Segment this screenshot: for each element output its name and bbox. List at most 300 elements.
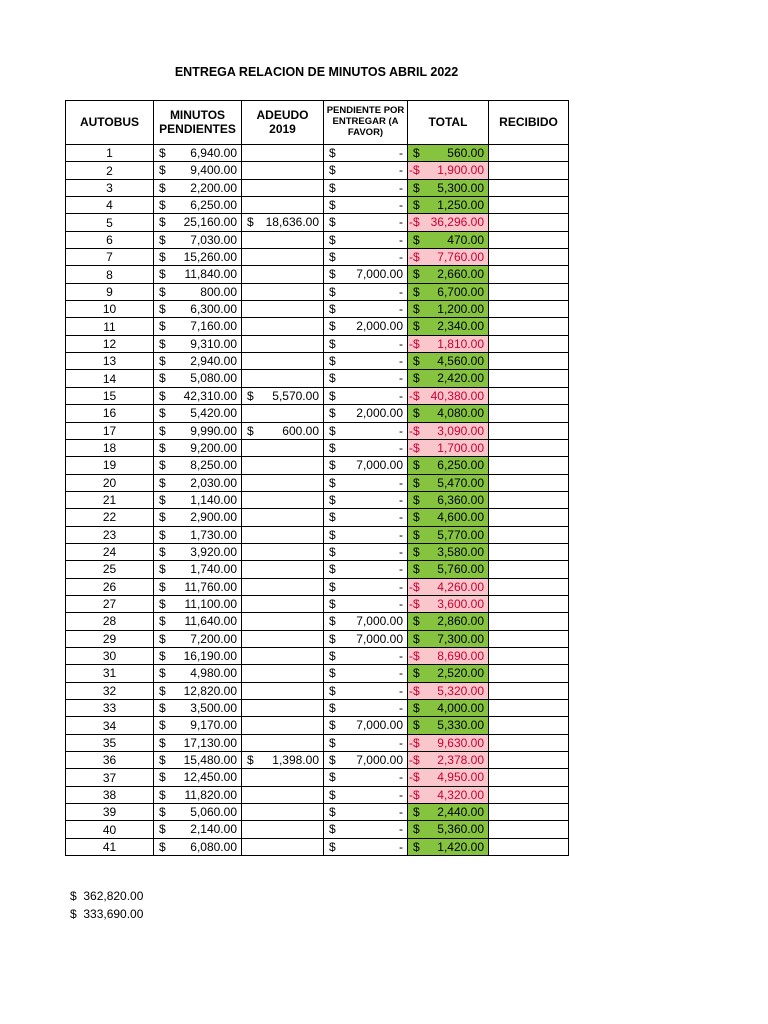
amount: - [399, 579, 403, 594]
cell-adeudo [242, 318, 324, 335]
table-row [66, 491, 569, 508]
cell-total [408, 197, 489, 214]
header-recibido: RECIBIDO [489, 101, 569, 145]
table-row [66, 543, 569, 560]
currency-sign: $ [159, 146, 166, 160]
amount: - [399, 284, 403, 299]
currency-sign: $ [329, 492, 336, 507]
amount: 7,000.00 [356, 458, 403, 473]
cell-adeudo [242, 786, 324, 803]
currency-sign: -$ [409, 336, 420, 351]
amount: 9,170.00 [190, 718, 237, 733]
currency-sign: $ [329, 232, 336, 247]
cell-recibido [489, 752, 569, 769]
currency-sign: $ [159, 440, 166, 455]
cell-pendiente [324, 318, 408, 335]
currency-sign: $ [329, 198, 336, 213]
amount: 600.00 [282, 423, 319, 438]
amount: 8,690.00 [437, 648, 484, 663]
amount: 2,900.00 [190, 510, 237, 525]
cell-total [408, 335, 489, 352]
currency-sign: $ [159, 822, 166, 837]
currency-sign: -$ [409, 440, 420, 455]
amount: 18,636.00 [265, 215, 319, 230]
table-row [66, 214, 569, 231]
cell-autobus: 8 [66, 266, 154, 283]
cell-recibido [489, 647, 569, 664]
currency-sign: $ [247, 215, 254, 230]
amount: - [399, 232, 403, 247]
header-row [66, 101, 569, 145]
currency-sign: $ [413, 631, 420, 646]
cell-autobus: 35 [66, 734, 154, 751]
amount: - [399, 146, 403, 160]
amount: - [399, 648, 403, 663]
currency-sign: $ [159, 492, 166, 507]
cell-total [408, 665, 489, 682]
currency-sign: -$ [409, 163, 420, 178]
table-row [66, 630, 569, 647]
cell-adeudo [242, 613, 324, 630]
amount: 6,700.00 [437, 284, 484, 299]
cell-adeudo [242, 543, 324, 560]
amount: 1,730.00 [190, 527, 237, 542]
currency-sign: $ [159, 336, 166, 351]
cell-recibido [489, 613, 569, 630]
total-value-2: 333,690.00 [83, 906, 144, 921]
currency-sign: $ [329, 631, 336, 646]
cell-total [408, 422, 489, 439]
currency-sign: $ [413, 822, 420, 837]
cell-recibido [489, 700, 569, 717]
amount: 7,000.00 [356, 631, 403, 646]
amount: - [399, 198, 403, 213]
currency-sign: $ [329, 475, 336, 490]
cell-minutos [154, 283, 242, 300]
table-row [66, 370, 569, 387]
cell-pendiente [324, 370, 408, 387]
currency-sign: $ [329, 371, 336, 386]
amount: 4,950.00 [437, 770, 484, 785]
table-row [66, 387, 569, 404]
cell-minutos [154, 179, 242, 196]
table-row [66, 665, 569, 682]
cell-recibido [489, 197, 569, 214]
cell-adeudo [242, 526, 324, 543]
currency-sign: $ [159, 718, 166, 733]
cell-autobus: 37 [66, 769, 154, 786]
cell-pendiente [324, 665, 408, 682]
cell-recibido [489, 457, 569, 474]
cell-pendiente [324, 231, 408, 248]
cell-adeudo [242, 491, 324, 508]
cell-minutos [154, 682, 242, 699]
amount: 9,400.00 [190, 163, 237, 178]
cell-pendiente [324, 353, 408, 370]
currency-sign: $ [329, 146, 336, 160]
table-row [66, 838, 569, 855]
currency-sign: $ [413, 284, 420, 299]
currency-sign: $ [159, 319, 166, 334]
amount: 5,320.00 [437, 683, 484, 698]
currency-sign: $ [247, 388, 254, 403]
cell-autobus: 21 [66, 491, 154, 508]
currency-sign: $ [329, 822, 336, 837]
amount: 3,500.00 [190, 701, 237, 715]
cell-total [408, 301, 489, 318]
cell-pendiente [324, 595, 408, 612]
cell-pendiente [324, 734, 408, 751]
cell-adeudo [242, 266, 324, 283]
amount: 1,250.00 [437, 198, 484, 213]
cell-recibido [489, 838, 569, 855]
cell-total [408, 405, 489, 422]
table-row [66, 231, 569, 248]
table-row [66, 266, 569, 283]
amount: 1,740.00 [190, 562, 237, 577]
cell-total [408, 578, 489, 595]
cell-minutos [154, 717, 242, 734]
cell-minutos [154, 700, 242, 717]
amount: - [399, 735, 403, 750]
table-row [66, 595, 569, 612]
cell-minutos [154, 578, 242, 595]
cell-recibido [489, 405, 569, 422]
amount: 7,300.00 [437, 631, 484, 646]
amount: 5,060.00 [190, 805, 237, 820]
amount: 6,250.00 [190, 198, 237, 213]
currency-sign: -$ [409, 579, 420, 594]
amount: - [399, 562, 403, 577]
cell-recibido [489, 145, 569, 162]
cell-total [408, 318, 489, 335]
currency-sign: $ [159, 458, 166, 473]
currency-sign: $ [329, 510, 336, 525]
cell-minutos [154, 543, 242, 560]
currency-sign: $ [329, 406, 336, 421]
cell-adeudo [242, 804, 324, 821]
cell-recibido [489, 179, 569, 196]
amount: 2,940.00 [190, 354, 237, 369]
cell-recibido [489, 578, 569, 595]
amount: 4,320.00 [437, 787, 484, 802]
currency-sign: $ [159, 666, 166, 681]
cell-total [408, 769, 489, 786]
currency-sign: $ [159, 232, 166, 247]
currency-sign: $ [329, 718, 336, 733]
cell-pendiente [324, 804, 408, 821]
amount: 17,130.00 [183, 735, 237, 750]
cell-total [408, 526, 489, 543]
currency-sign: $ [329, 180, 336, 195]
cell-autobus: 4 [66, 197, 154, 214]
cell-pendiente [324, 717, 408, 734]
cell-autobus: 26 [66, 578, 154, 595]
currency-sign: $ [159, 406, 166, 421]
amount: - [399, 371, 403, 386]
currency-sign: $ [329, 302, 336, 317]
currency-sign: $ [159, 267, 166, 282]
amount: 2,030.00 [190, 475, 237, 490]
amount: 40,380.00 [430, 388, 484, 403]
table-row [66, 717, 569, 734]
currency-sign: $ [329, 805, 336, 820]
amount: 7,200.00 [190, 631, 237, 646]
currency-sign: $ [159, 354, 166, 369]
cell-pendiente [324, 630, 408, 647]
table-row [66, 682, 569, 699]
currency-sign: $ [413, 406, 420, 421]
amount: 1,398.00 [272, 753, 319, 768]
currency-sign: $ [247, 423, 254, 438]
cell-adeudo [242, 422, 324, 439]
currency-sign: $ [159, 701, 166, 715]
amount: - [399, 596, 403, 611]
amount: - [399, 388, 403, 403]
cell-minutos [154, 197, 242, 214]
cell-adeudo [242, 769, 324, 786]
cell-adeudo [242, 214, 324, 231]
amount: 6,250.00 [437, 458, 484, 473]
cell-total [408, 509, 489, 526]
currency-sign: $ [159, 735, 166, 750]
cell-adeudo [242, 301, 324, 318]
cell-pendiente [324, 162, 408, 179]
total-line-1: $ 362,820.00 [70, 889, 144, 903]
cell-adeudo [242, 734, 324, 751]
amount: 800.00 [200, 284, 237, 299]
cell-recibido [489, 682, 569, 699]
cell-recibido [489, 214, 569, 231]
cell-minutos [154, 145, 242, 162]
amount: 4,980.00 [190, 666, 237, 681]
amount: 11,100.00 [184, 596, 237, 611]
cell-autobus: 6 [66, 231, 154, 248]
currency-sign: $ [329, 753, 336, 768]
cell-autobus: 39 [66, 804, 154, 821]
cell-minutos [154, 804, 242, 821]
currency-sign: $ [159, 562, 166, 577]
cell-autobus: 16 [66, 405, 154, 422]
table-row [66, 786, 569, 803]
table-row [66, 301, 569, 318]
totals-block [70, 888, 143, 923]
table-row [66, 769, 569, 786]
amount: - [399, 544, 403, 559]
cell-autobus: 9 [66, 283, 154, 300]
currency-sign: $ [413, 839, 420, 854]
amount: - [399, 354, 403, 369]
cell-recibido [489, 231, 569, 248]
cell-adeudo [242, 370, 324, 387]
currency-sign: $ [159, 544, 166, 559]
cell-autobus: 33 [66, 700, 154, 717]
amount: 2,378.00 [437, 753, 484, 768]
cell-minutos [154, 474, 242, 491]
cell-total [408, 266, 489, 283]
cell-pendiente [324, 838, 408, 855]
amount: 2,140.00 [190, 822, 237, 837]
currency-sign: $ [413, 354, 420, 369]
amount: 5,360.00 [437, 822, 484, 837]
amount: 9,200.00 [190, 440, 237, 455]
amount: 3,090.00 [437, 423, 484, 438]
cell-recibido [489, 370, 569, 387]
currency-sign: $ [329, 596, 336, 611]
amount: - [399, 822, 403, 837]
cell-total [408, 231, 489, 248]
table-row [66, 647, 569, 664]
cell-adeudo [242, 838, 324, 855]
currency-sign: -$ [409, 596, 420, 611]
cell-adeudo [242, 457, 324, 474]
amount: - [399, 510, 403, 525]
header-minutos: MINUTOS PENDIENTES [154, 101, 242, 145]
cell-minutos [154, 526, 242, 543]
currency-sign: $ [413, 267, 420, 282]
amount: - [399, 440, 403, 455]
table-row [66, 162, 569, 179]
cell-recibido [489, 595, 569, 612]
cell-pendiente [324, 682, 408, 699]
table-row [66, 821, 569, 838]
cell-total [408, 752, 489, 769]
cell-autobus: 40 [66, 821, 154, 838]
amount: 7,000.00 [356, 267, 403, 282]
currency-sign: -$ [409, 787, 420, 802]
cell-minutos [154, 561, 242, 578]
cell-autobus: 25 [66, 561, 154, 578]
cell-pendiente [324, 821, 408, 838]
currency-sign: $ [329, 839, 336, 854]
amount: - [399, 683, 403, 698]
amount: - [399, 180, 403, 195]
cell-recibido [489, 717, 569, 734]
cell-minutos [154, 769, 242, 786]
amount: 7,160.00 [190, 319, 237, 334]
amount: 1,420.00 [437, 839, 484, 854]
cell-adeudo [242, 474, 324, 491]
cell-adeudo [242, 231, 324, 248]
cell-minutos [154, 613, 242, 630]
currency-sign: $ [159, 423, 166, 438]
amount: - [399, 527, 403, 542]
amount: 7,760.00 [437, 250, 484, 265]
currency-sign: $ [413, 180, 420, 195]
cell-total [408, 214, 489, 231]
amount: 9,990.00 [190, 423, 237, 438]
amount: 11,840.00 [184, 267, 237, 282]
cell-adeudo [242, 283, 324, 300]
currency-sign: -$ [409, 770, 420, 785]
currency-sign: $ [413, 198, 420, 213]
cell-recibido [489, 509, 569, 526]
table-row [66, 474, 569, 491]
cell-adeudo [242, 439, 324, 456]
cell-autobus: 5 [66, 214, 154, 231]
currency-sign: $ [247, 753, 254, 768]
amount: 4,260.00 [437, 579, 484, 594]
amount: 6,080.00 [190, 839, 237, 854]
currency-sign: $ [159, 250, 166, 265]
currency-sign: $ [329, 458, 336, 473]
currency-sign: $ [329, 770, 336, 785]
amount: 2,420.00 [437, 371, 484, 386]
currency-sign: $ [329, 614, 336, 629]
cell-total [408, 804, 489, 821]
table-row [66, 509, 569, 526]
cell-minutos [154, 821, 242, 838]
amount: 7,000.00 [356, 718, 403, 733]
cell-pendiente [324, 266, 408, 283]
cell-adeudo [242, 249, 324, 266]
cell-adeudo [242, 717, 324, 734]
cell-total [408, 838, 489, 855]
amount: 5,300.00 [437, 180, 484, 195]
cell-autobus: 14 [66, 370, 154, 387]
cell-total [408, 595, 489, 612]
table-row [66, 578, 569, 595]
cell-total [408, 439, 489, 456]
currency-sign: $ [413, 614, 420, 629]
sheet-title: ENTREGA RELACION DE MINUTOS ABRIL 2022 [174, 65, 459, 79]
cell-adeudo [242, 561, 324, 578]
amount: - [399, 701, 403, 715]
currency-sign: $ [329, 787, 336, 802]
total-line-2: $ 333,690.00 [70, 906, 144, 921]
currency-sign: $ [329, 215, 336, 230]
cell-minutos [154, 387, 242, 404]
cell-autobus: 28 [66, 613, 154, 630]
amount: 36,296.00 [430, 215, 484, 230]
cell-minutos [154, 249, 242, 266]
amount: 6,940.00 [190, 146, 237, 160]
amount: 15,260.00 [183, 250, 237, 265]
cell-adeudo [242, 821, 324, 838]
cell-minutos [154, 301, 242, 318]
currency-sign: $ [159, 787, 166, 802]
cell-adeudo [242, 162, 324, 179]
cell-adeudo [242, 595, 324, 612]
amount: 3,920.00 [190, 544, 237, 559]
cell-minutos [154, 838, 242, 855]
cell-pendiente [324, 301, 408, 318]
cell-pendiente [324, 145, 408, 162]
amount: - [399, 475, 403, 490]
cell-total [408, 179, 489, 196]
currency-sign: $ [159, 510, 166, 525]
currency-sign: $ [329, 527, 336, 542]
amount: - [399, 336, 403, 351]
amount: 6,300.00 [190, 302, 237, 317]
cell-minutos [154, 734, 242, 751]
amount: 4,560.00 [437, 354, 484, 369]
amount: 42,310.00 [183, 388, 237, 403]
total-value-1: 362,820.00 [83, 889, 144, 903]
amount: 1,700.00 [437, 440, 484, 455]
cell-adeudo [242, 578, 324, 595]
currency-sign: $ [159, 614, 166, 629]
cell-recibido [489, 318, 569, 335]
header-pendiente: PENDIENTE POR ENTREGAR (A FAVOR) [324, 101, 408, 145]
table-row [66, 145, 569, 162]
amount: 2,200.00 [190, 180, 237, 195]
currency-sign: $ [159, 163, 166, 178]
cell-autobus: 29 [66, 630, 154, 647]
cell-pendiente [324, 786, 408, 803]
amount: 16,190.00 [183, 648, 237, 663]
amount: 470.00 [447, 232, 484, 247]
